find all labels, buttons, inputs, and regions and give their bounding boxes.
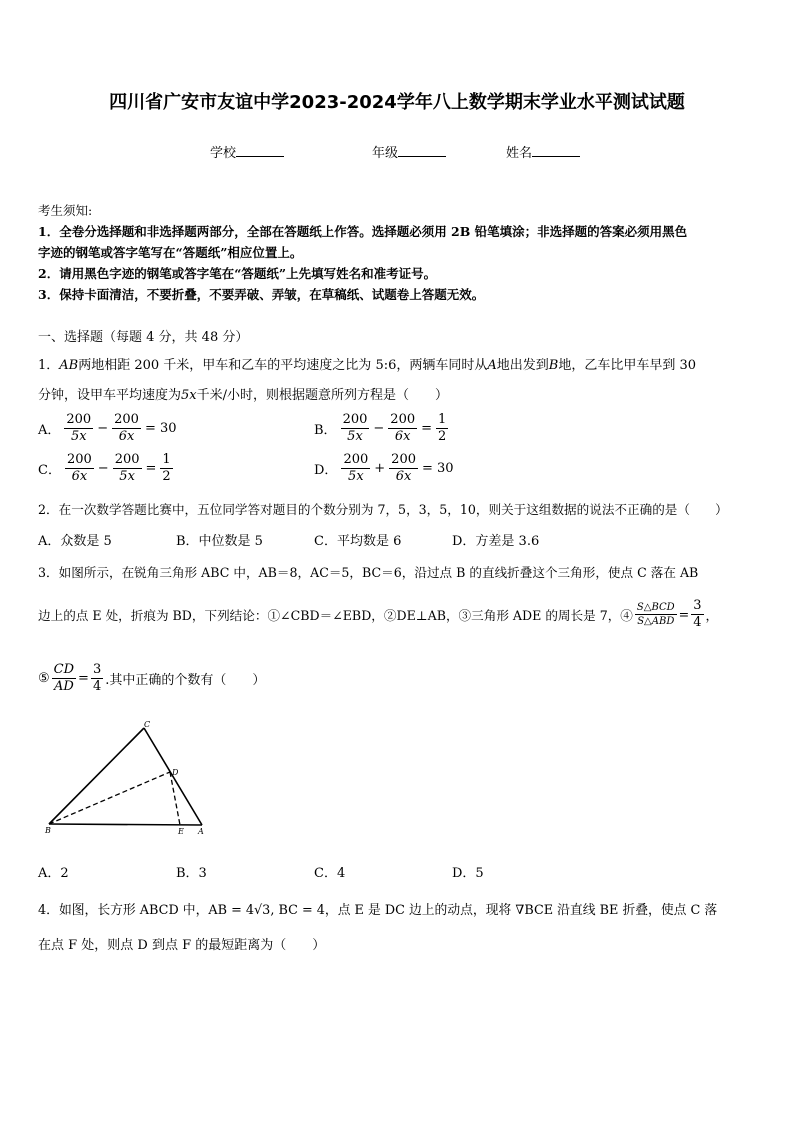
q1-option-a[interactable]: A． $\frac{200}{5x}$ − $\frac{200}{6x}$ = 30 xyxy=(38,412,177,444)
school-field xyxy=(210,142,284,161)
q3-line3: ⑤ $\frac{CD}{AD}$ = $\frac{3}{4}$ .其中正确的个数有（ ） xyxy=(38,662,266,694)
school-label: 学校 xyxy=(210,146,237,161)
q1-option-c[interactable]: C． $\frac{200}{6x}$ − $\frac{200}{5x}$ = $\frac{1}{2}$ xyxy=(38,452,171,484)
name-field xyxy=(506,142,580,161)
q3-line1: 3．如图所示，在锐角三角形 ABC 中，AB＝8，AC＝5，BC＝6，沿过点 B 的直线折叠这个三角形，使点 C 落在 AB xyxy=(38,565,699,580)
label-b: B xyxy=(45,826,51,835)
label-c: C xyxy=(144,720,151,729)
q3-option-c[interactable]: C．4 xyxy=(314,866,346,881)
q1-line1: 1．AB两地相距 200 千米，甲车和乙车的平均速度之比为 5:6，两辆车同时从A地出发到B地，乙车比甲车早到 30 xyxy=(38,358,697,373)
side-ab xyxy=(49,824,202,825)
grade-label: 年级 xyxy=(372,146,399,161)
q2-option-a[interactable]: A．众数是 5 xyxy=(38,534,112,549)
q1-option-d[interactable]: D． $\frac{200}{5x}$ + $\frac{200}{6x}$ = 30 xyxy=(314,452,454,484)
q2-stem: 2．在一次数学答题比赛中，五位同学答对题目的个数分别为 7，5，3，5，10，则关于这组数据的说法不正确的是（ ） xyxy=(38,502,728,517)
q2-option-b[interactable]: B．中位数是 5 xyxy=(176,534,263,549)
label-d: D xyxy=(172,768,179,777)
q1-line2: 分钟，设甲车平均速度为5x千米/小时，则根据题意所列方程是（ ） xyxy=(38,388,449,403)
q4-line1: 4．如图，长方形 ABCD 中，AB = 4√3, BC = 4，点 E 是 DC 边上的动点，现将 ∇BCE 沿直线 BE 折叠，使点 C 落 xyxy=(38,903,718,918)
side-bc xyxy=(49,728,144,824)
q1-option-b[interactable]: B． $\frac{200}{5x}$ − $\frac{200}{6x}$ = $\frac{1}{2}$ xyxy=(314,412,447,444)
section-heading: 一、选择题（每题 4 分，共 48 分） xyxy=(38,330,249,345)
grade-field xyxy=(372,142,446,161)
page-title: 四川省广安市友谊中学2023-2024学年八上数学期末学业水平测试试题 xyxy=(109,92,685,113)
q3-option-d[interactable]: D．5 xyxy=(452,866,484,881)
q3-option-a[interactable]: A．2 xyxy=(38,866,69,881)
label-e: E xyxy=(178,827,184,836)
fold-bd xyxy=(49,772,170,824)
label-a: A xyxy=(198,827,204,836)
area-ratio: $\frac{\text{S△BCD}}{\text{S△ABD}}$ xyxy=(636,602,675,627)
q3-line2: 边上的点 E 处，折痕为 BD，下列结论：①∠CBD＝∠EBD，②DE⊥AB，③三角形 ADE 的周长是 7，④ $\frac{\text{S△BCD}}{\text{S△ABD}}$ = $\frac{3}{4}$ ， xyxy=(38,598,719,630)
q4-line2: 在点 F 处，则点 D 到点 F 的最短距离为（ ） xyxy=(38,938,326,953)
notes-item-1: 1．全卷分选择题和非选择题两部分，全部在答题纸上作答。选择题必须用 2B 铅笔填涂；非选择题的答案必须用黑色 xyxy=(38,224,688,239)
notes-item-3: 3．保持卡面清洁，不要折叠，不要弄破、弄皱，在草稿纸、试题卷上答题无效。 xyxy=(38,287,485,302)
grade-blank xyxy=(398,145,446,157)
q2-option-d[interactable]: D．方差是 3.6 xyxy=(452,534,540,549)
notes-item-2: 2．请用黑色字迹的钢笔或答字笔在“答题纸”上先填写姓名和准考证号。 xyxy=(38,266,437,281)
name-label: 姓名 xyxy=(506,146,533,161)
q2-option-c[interactable]: C．平均数是 6 xyxy=(314,534,402,549)
name-blank xyxy=(532,145,580,157)
notes-item-1-cont: 字迹的钢笔或答字笔写在“答题纸”相应位置上。 xyxy=(38,245,303,260)
q3-option-b[interactable]: B．3 xyxy=(176,866,207,881)
notes-heading: 考生须知: xyxy=(38,203,93,218)
school-blank xyxy=(236,145,284,157)
triangle-figure xyxy=(40,718,220,840)
